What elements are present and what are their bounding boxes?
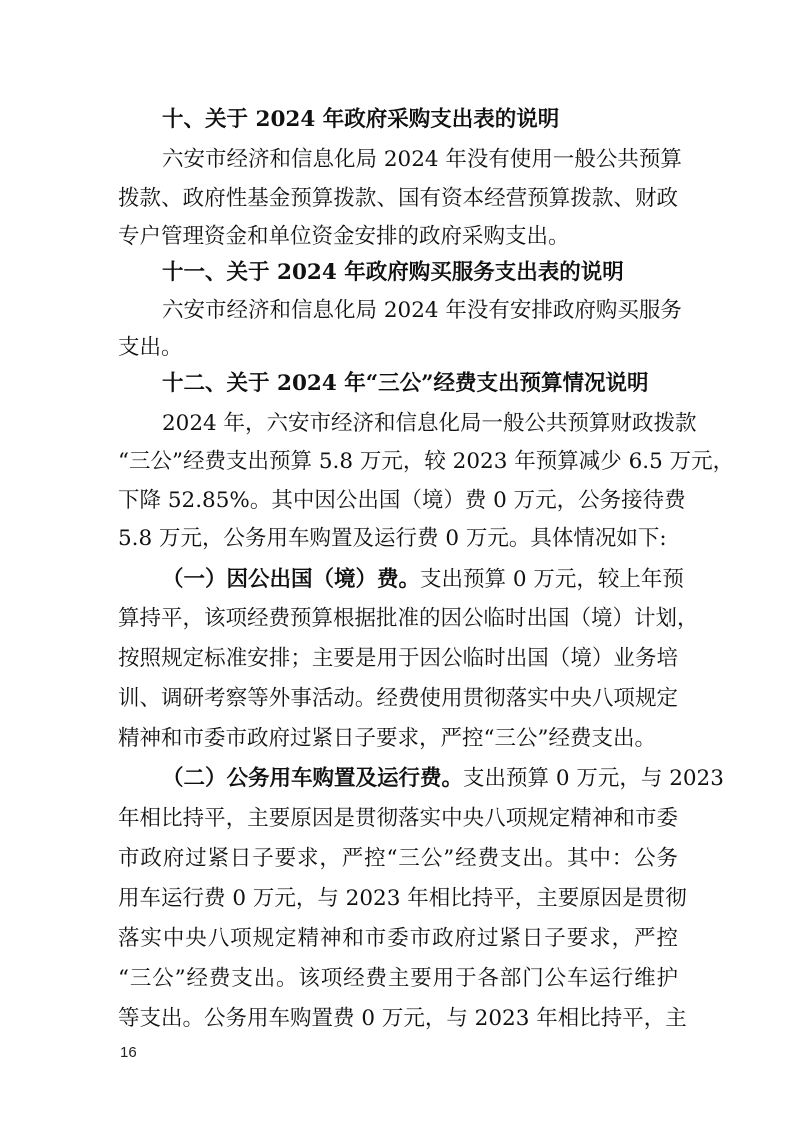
sub-item-1-line-3: 按照规定标准安排；主要是用于因公临时出国（境）业务培 (118, 646, 678, 671)
sub-item-1-line-5: 精神和市委市政府过紧日子要求，严控“三公”经费支出。 (118, 726, 656, 751)
section-12-line-1: 2024 年，六安市经济和信息化局一般公共预算财政拨款 (162, 411, 697, 436)
section-12-line-4: 5.8 万元，公务用车购置及运行费 0 万元。具体情况如下: (118, 526, 667, 551)
sub-item-1-first-line (162, 566, 684, 594)
sub-item-1-line-4: 训、调研考察等外事活动。经费使用贯彻落实中央八项规定 (118, 686, 678, 711)
section-10-line-2: 拨款、政府性基金预算拨款、国有资本经营预算拨款、财政 (118, 186, 678, 211)
section-11-line-2: 支出。 (118, 335, 183, 360)
sub-item-2-title: （二）公务用车购置及运行费。 (162, 766, 464, 791)
sub-item-2-line-2: 年相比持平，主要原因是贯彻落实中央八项规定精神和市委 (118, 806, 678, 831)
section-10-line-3: 专户管理资金和单位资金安排的政府采购支出。 (118, 224, 570, 249)
sub-item-1-line-2: 算持平，该项经费预算根据批准的因公临时出国（境）计划， (118, 606, 699, 631)
section-11-heading: 十一、关于 2024 年政府购买服务支出表的说明 (162, 260, 624, 285)
sub-item-2-first-line (162, 765, 724, 793)
sub-item-2-line-7: 等支出。公务用车购置费 0 万元，与 2023 年相比持平，主 (118, 1006, 687, 1031)
sub-item-1-first-rest: 支出预算 0 万元，较上年预 (420, 567, 684, 592)
section-12-heading: 十二、关于 2024 年“三公”经费支出预算情况说明 (162, 371, 649, 396)
section-10-heading: 十、关于 2024 年政府采购支出表的说明 (162, 107, 560, 132)
section-12-line-3: 下降 52.85%。其中因公出国（境）费 0 万元，公务接待费 (118, 488, 686, 513)
page-number: 16 (120, 1044, 137, 1061)
section-10-line-1: 六安市经济和信息化局 2024 年没有使用一般公共预算 (162, 147, 682, 172)
sub-item-2-line-4: 用车运行费 0 万元，与 2023 年相比持平，主要原因是贯彻 (118, 886, 687, 911)
sub-item-2-line-6: “三公”经费支出。该项经费主要用于各部门公车运行维护 (118, 966, 678, 991)
sub-item-2-first-rest: 支出预算 0 万元，与 2023 (463, 766, 724, 791)
section-12-line-2: “三公”经费支出预算 5.8 万元，较 2023 年预算减少 6.5 万元， (118, 449, 735, 474)
section-11-line-1: 六安市经济和信息化局 2024 年没有安排政府购买服务 (162, 298, 682, 323)
sub-item-2-line-5: 落实中央八项规定精神和市委市政府过紧日子要求，严控 (118, 926, 678, 951)
sub-item-1-title: （一）因公出国（境）费。 (162, 567, 421, 592)
sub-item-2-line-3: 市政府过紧日子要求，严控“三公”经费支出。其中：公务 (118, 846, 678, 871)
